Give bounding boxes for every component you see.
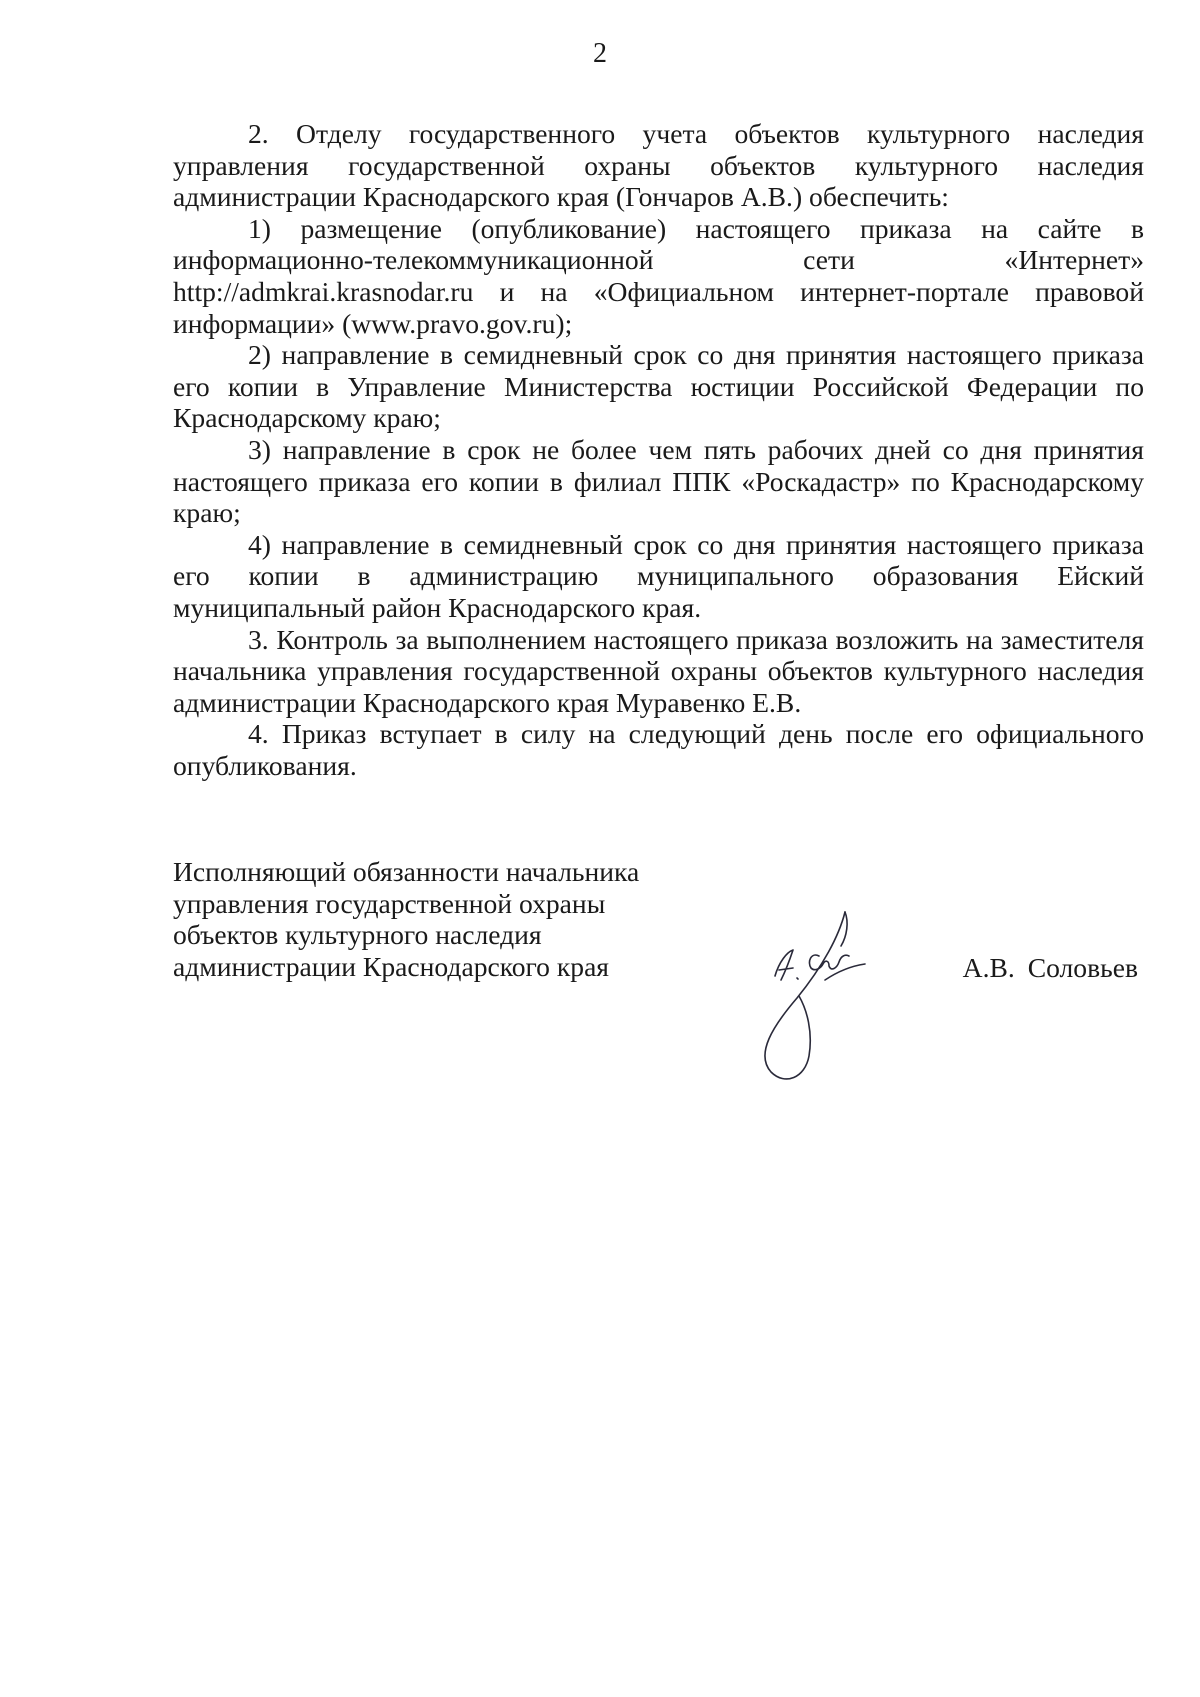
paragraph-item-3: 3. Контроль за выполнением настоящего приказа возложить на заместителя начальника управления государственной охраны объектов культурного наследия администрации Краснодарского края Муравенко Е.В. — [173, 623, 1144, 718]
paragraph-subitem-1: 1) размещение (опубликование) настоящего приказа на сайте в информационно-телекоммуникационной сети «Интернет» http://admkrai.krasnodar.ru и на «Официальном интернет-портале правовой информации» (www.pravo.gov.ru); — [173, 212, 1144, 339]
document-body — [173, 118, 1144, 781]
signatory-title-line: администрации Краснодарского края — [173, 950, 610, 982]
signatory-name: А.В. Соловьев — [962, 952, 1138, 983]
signatory-title-line: управления государственной охраны — [173, 887, 606, 919]
handwritten-signature — [753, 906, 883, 1086]
signatory-title — [173, 856, 639, 982]
signatory-title-line: Исполняющий обязанности начальника — [173, 856, 640, 887]
paragraph-subitem-4: 4) направление в семидневный срок со дня принятия настоящего приказа его копии в администрацию муниципального образования Ейский муниципальный район Краснодарского края. — [173, 528, 1144, 623]
paragraph-item-2: 2. Отделу государственного учета объектов культурного наследия управления государственной охраны объектов культурного наследия администрации Краснодарского края (Гончаров А.В.) обеспечить: — [173, 118, 1144, 213]
page-number: 2 — [593, 38, 607, 69]
paragraph-subitem-3: 3) направление в срок не более чем пять рабочих дней со дня принятия настоящего приказа его копии в филиал ППК «Роскадастр» по Краснодарскому краю; — [173, 433, 1144, 529]
signature-block — [173, 856, 1144, 1096]
signatory-title-line: объектов культурного наследия — [173, 919, 542, 951]
paragraph-item-4: 4. Приказ вступает в силу на следующий день после его официального опубликования. — [173, 718, 1144, 781]
paragraph-subitem-2: 2) направление в семидневный срок со дня принятия настоящего приказа его копии в Управление Министерства юстиции Российской Федерации по Краснодарскому краю; — [173, 339, 1144, 434]
